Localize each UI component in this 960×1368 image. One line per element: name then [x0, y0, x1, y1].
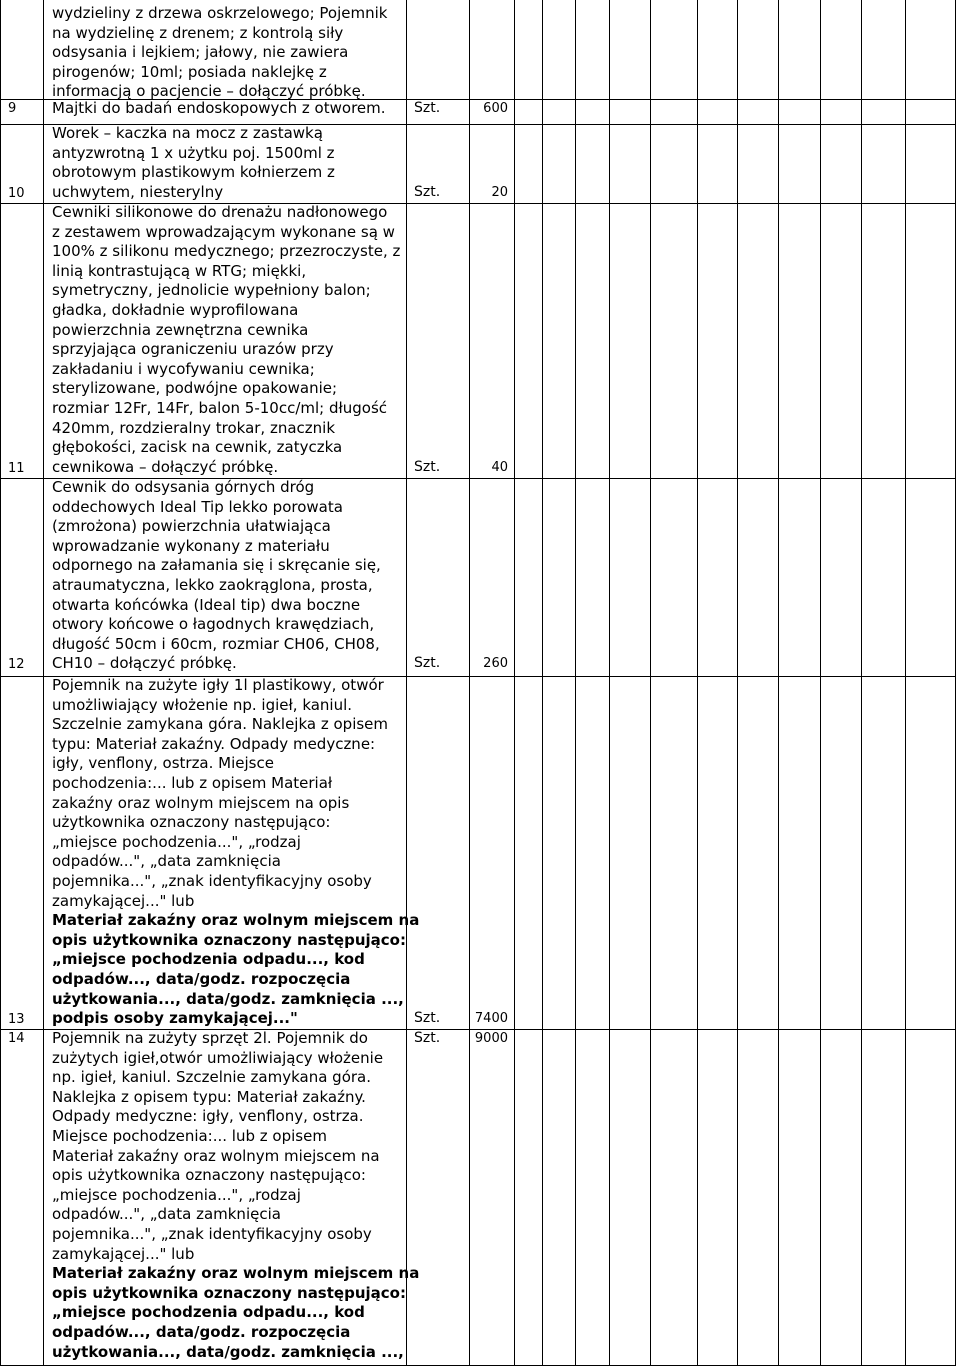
description-line: typu: Materiał zakaźny. Odpady medyczne:	[52, 734, 376, 753]
row-number: 13	[8, 1012, 25, 1028]
description-line: głębokości, zacisk na cewnik, zatyczka	[52, 438, 343, 457]
description-line: np. igieł, kaniul. Szczelnie zamykana góra.	[52, 1068, 371, 1087]
description-line: Majtki do badań endoskopowych z otworem.	[52, 99, 386, 117]
row-number: 11	[8, 460, 25, 476]
row-number: 10	[8, 185, 25, 201]
description-line: opis użytkownika oznaczony następująco:	[52, 930, 406, 949]
description-line: obrotowym plastikowym kołnierzem z	[52, 163, 335, 182]
description-line: zakaźny oraz wolnym miejscem na opis	[52, 793, 350, 812]
description-line: na wydzielinę z drenem; z kontrolą siły	[52, 23, 344, 42]
description-line: informacją o pacjencie – dołączyć próbkę.	[52, 82, 366, 101]
quantity-cell: 20	[491, 184, 508, 200]
column-border	[861, 0, 862, 1366]
description-line: cewnikowa – dołączyć próbkę.	[52, 457, 279, 476]
description-line: „miejsce pochodzenia odpadu..., kod	[52, 950, 365, 969]
quantity-cell: 260	[483, 656, 508, 672]
column-border	[737, 0, 738, 1366]
description-line: długość 50cm i 60cm, rozmiar CH06, CH08,	[52, 634, 380, 653]
description-line: symetryczny, jednolicie wypełniony balon;	[52, 281, 371, 300]
column-border	[650, 0, 651, 1366]
description-line: „miejsce pochodzenia odpadu..., kod	[52, 1303, 365, 1322]
column-border	[697, 0, 698, 1366]
description-line: „miejsce pochodzenia...", „rodzaj	[52, 1185, 301, 1204]
column-border	[905, 0, 906, 1366]
description-line: odpadów...", „data zamknięcia	[52, 852, 281, 871]
row-number: 9	[8, 101, 17, 116]
description-line: Worek – kaczka na mocz z zastawką	[52, 124, 323, 142]
description-line: użytkowania..., data/godz. zamknięcia ...,	[52, 1342, 404, 1361]
unit-cell: Szt.	[414, 100, 441, 116]
column-border	[575, 0, 576, 1366]
description-line: uchwytem, niesterylny	[52, 182, 224, 201]
column-border	[406, 0, 407, 1366]
description-line: powierzchnia zewnętrzna cewnika	[52, 320, 309, 339]
unit-cell: Szt.	[414, 1030, 441, 1046]
description-line: odpadów..., data/godz. rozpoczęcia	[52, 970, 351, 988]
description-line: zamykającej..." lub	[52, 891, 195, 910]
column-border	[820, 0, 821, 1366]
description-line: rozmiar 12Fr, 14Fr, balon 5-10cc/ml; długość	[52, 399, 388, 417]
description-line: opis użytkownika oznaczony następująco:	[52, 1166, 366, 1185]
unit-cell: Szt.	[414, 1010, 441, 1027]
description-line: opis użytkownika oznaczony następująco:	[52, 1283, 406, 1302]
description-line: antyzwrotną 1 x użytku poj. 1500ml z	[52, 143, 335, 162]
unit-cell: Szt.	[414, 183, 441, 200]
description-line: Cewnik do odsysania górnych dróg	[52, 478, 315, 496]
description-line: linią kontrastującą w RTG; miękki,	[52, 261, 307, 280]
description-line: Materiał zakaźny oraz wolnym miejscem na	[52, 1146, 380, 1165]
quantity-cell: 40	[491, 459, 508, 475]
description-line: odpadów..., data/godz. rozpoczęcia	[52, 1323, 351, 1341]
description-line: „miejsce pochodzenia...", „rodzaj	[52, 832, 301, 851]
description-line: pochodzenia:... lub z opisem Materiał	[52, 774, 333, 792]
description-line: odpadów...", „data zamknięcia	[52, 1205, 281, 1224]
description-line: podpis osoby zamykającej..."	[52, 1009, 298, 1028]
description-line: Odpady medyczne: igły, venflony, ostrza.	[52, 1107, 364, 1126]
column-border	[43, 0, 44, 1366]
quantity-cell: 7400	[474, 1011, 508, 1027]
description-line: pirogenów; 10ml; posiada naklejkę z	[52, 62, 327, 81]
description-line: użytkowania..., data/godz. zamknięcia ...,	[52, 989, 404, 1008]
description-line: 100% z silikonu medycznego; przezroczyste, z	[52, 242, 401, 261]
description-line: igły, venflony, ostrza. Miejsce	[52, 754, 274, 773]
description-line: Pojemnik na zużyty sprzęt 2l. Pojemnik do	[52, 1029, 368, 1047]
column-border	[514, 0, 515, 1366]
description-line: Materiał zakaźny oraz wolnym miejscem na	[52, 911, 420, 930]
description-line: otwory końcowe o łagodnych krawędziach,	[52, 615, 375, 634]
description-line: CH10 – dołączyć próbkę.	[52, 654, 237, 673]
description-line: pojemnika...", „znak identyfikacyjny osoby	[52, 1225, 372, 1243]
description-line: Cewniki silikonowe do drenażu nadłonowego	[52, 203, 388, 221]
column-border	[609, 0, 610, 1366]
column-border	[0, 0, 1, 1366]
description-line: zużytych igieł,otwór umożliwiający włożenie	[52, 1048, 384, 1067]
description-line: sprzyjająca ograniczeniu urazów przy	[52, 340, 334, 359]
unit-cell: Szt.	[414, 655, 441, 672]
description-line: wprowadzanie wykonany z materiału	[52, 536, 330, 555]
quantity-cell: 9000	[474, 1031, 508, 1046]
description-line: otwarta końcówka (Ideal tip) dwa boczne	[52, 595, 361, 614]
column-border	[955, 0, 956, 1366]
description-line: Miejsce pochodzenia:... lub z opisem	[52, 1127, 327, 1145]
row-number: 12	[8, 657, 25, 673]
description-line: (zmrożona) powierzchnia ułatwiająca	[52, 517, 331, 536]
description-line: z zestawem wprowadzającym wykonane są w	[52, 222, 395, 241]
description-line: sterylizowane, podwójne opakowanie;	[52, 379, 338, 398]
description-line: użytkownika oznaczony następująco:	[52, 813, 331, 832]
description-line: 420mm, rozdzieralny trokar, znacznik	[52, 418, 336, 437]
row-number: 14	[8, 1031, 25, 1046]
description-line: zakładaniu i wycofywaniu cewnika;	[52, 359, 315, 378]
description-line: Naklejka z opisem typu: Materiał zakaźny.	[52, 1087, 366, 1106]
column-border	[469, 0, 470, 1366]
column-border	[542, 0, 543, 1366]
description-line: wydzieliny z drzewa oskrzelowego; Pojemnik	[52, 4, 388, 22]
quantity-cell: 600	[483, 101, 508, 116]
description-line: oddechowych Ideal Tip lekko porowata	[52, 497, 343, 516]
unit-cell: Szt.	[414, 458, 441, 475]
description-line: odpornego na załamania się i skręcanie się,	[52, 556, 381, 575]
description-line: umożliwiający włożenie np. igieł, kaniul.	[52, 695, 353, 714]
description-line: atraumatyczna, lekko zaokrąglona, prosta,	[52, 576, 373, 594]
row-border	[0, 1365, 956, 1366]
description-line: Pojemnik na zużyte igły 1l plastikowy, otwór	[52, 676, 384, 694]
column-border	[778, 0, 779, 1366]
description-line: Szczelnie zamykana góra. Naklejka z opisem	[52, 715, 389, 734]
description-line: odsysania i lejkiem; jałowy, nie zawiera	[52, 43, 349, 62]
description-line: pojemnika...", „znak identyfikacyjny osoby	[52, 872, 372, 890]
description-line: zamykającej..." lub	[52, 1244, 195, 1263]
description-line: Materiał zakaźny oraz wolnym miejscem na	[52, 1264, 420, 1283]
description-line: gładka, dokładnie wyprofilowana	[52, 301, 299, 319]
